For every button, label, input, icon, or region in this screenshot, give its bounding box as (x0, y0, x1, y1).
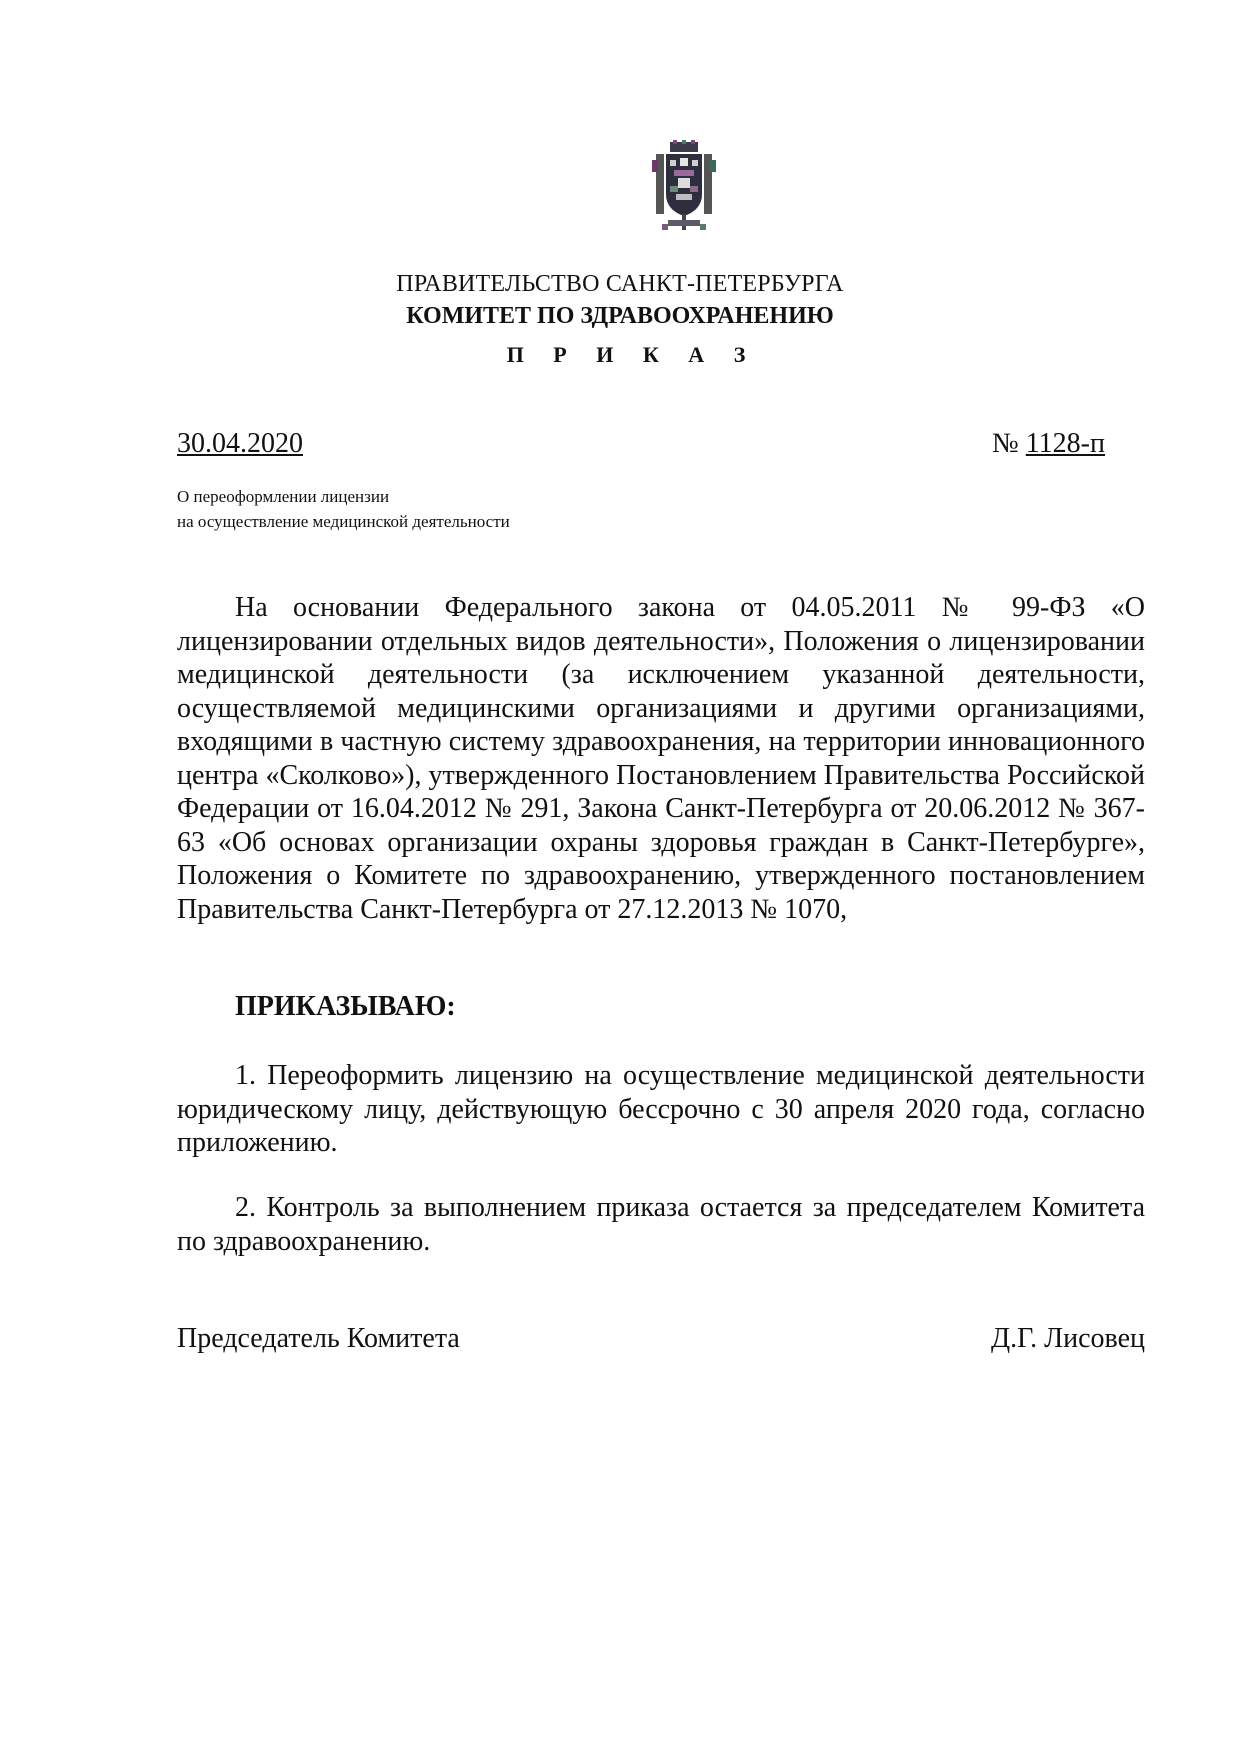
subject-line-1: О переоформлении лицензии (177, 487, 390, 506)
order-word-heading: ПРИКАЗЫВАЮ: (235, 991, 456, 1022)
preamble-paragraph: На основании Федерального закона от 04.05.2011 № 99-ФЗ «О лицензировании отдельных видов деятельности», Положения о лицензировании медицинской деятельности (за исключением указанной деятельности, осуществляемой медицинскими организациями и другими организациями, входящими в частную систему здравоохранения, на территории инновационного центра «Сколково»), утвержденного Постановлением Правительства Российской Федерации от 16.04.2012 № 291, Закона Санкт-Петербурга от 20.06.2012 № 367-63 «Об основах организации охраны здоровья граждан в Санкт-Петербурге», Положения о Комитете по здравоохранению, утвержденного постановлением Правительства Санкт-Петербурга от 27.12.2013 № 1070, (177, 592, 1145, 925)
document-type-title: П Р И К А З (506, 342, 758, 367)
order-number-prefix: № (992, 428, 1026, 459)
order-number-value: 1128-п (1025, 428, 1105, 459)
order-number (992, 428, 1105, 460)
signatory-role: Председатель Комитета (177, 1323, 460, 1354)
committee-title: КОМИТЕТ ПО ЗДРАВООХРАНЕНИЮ (406, 303, 834, 329)
coat-of-arms-icon (648, 140, 720, 232)
order-item-1: 1. Переоформить лицензию на осуществление медицинской деятельности юридическому лицу, действующую бессрочно с 30 апреля 2020 года, согласно приложению. (177, 1060, 1145, 1158)
order-item-2: 2. Контроль за выполнением приказа остается за председателем Комитета по здравоохранению. (177, 1192, 1145, 1257)
order-date: 30.04.2020 (177, 428, 303, 459)
subject-line-2: на осуществление медицинской деятельности (177, 512, 510, 531)
government-title: ПРАВИТЕЛЬСТВО САНКТ-ПЕТЕРБУРГА (396, 271, 844, 297)
signatory-name: Д.Г. Лисовец (991, 1323, 1145, 1354)
order-subject (177, 484, 510, 534)
